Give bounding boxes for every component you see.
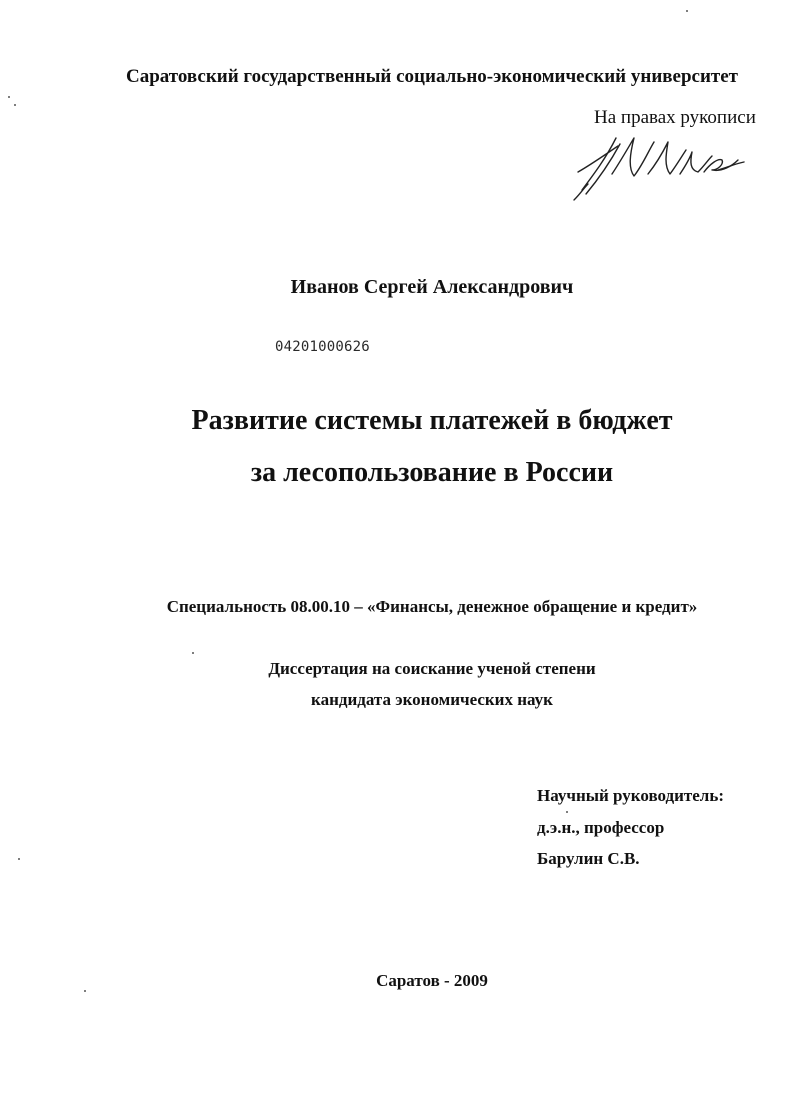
degree-line-1: Диссертация на соискание ученой степени xyxy=(268,659,596,678)
author-name: Иванов Сергей Александрович xyxy=(290,276,574,298)
advisor-degree: д.э.н., профессор xyxy=(537,818,665,837)
scan-speck xyxy=(8,96,10,98)
specialty-line: Специальность 08.00.10 – «Финансы, денежное обращение и кредит» xyxy=(166,597,698,616)
dissertation-title-line-1: Развитие системы платежей в бюджет xyxy=(191,405,673,436)
university-name: Саратовский государственный социально-экономический университет xyxy=(125,66,739,87)
degree-line-2: кандидата экономических наук xyxy=(311,690,553,709)
scan-speck xyxy=(192,652,194,654)
manuscript-note: На правах рукописи xyxy=(594,107,756,128)
advisor-label: Научный руководитель: xyxy=(537,786,724,805)
scan-speck xyxy=(686,10,688,12)
scan-speck xyxy=(14,104,16,106)
scan-speck xyxy=(18,858,20,860)
catalog-stamp-number: 04201000626 xyxy=(275,339,370,355)
scan-speck xyxy=(84,990,86,992)
handwritten-signature xyxy=(572,124,752,206)
place-and-year: Саратов - 2009 xyxy=(376,971,488,990)
dissertation-title-line-2: за лесопользование в России xyxy=(250,457,614,488)
advisor-name: Барулин С.В. xyxy=(537,849,640,868)
scan-speck xyxy=(566,811,568,813)
